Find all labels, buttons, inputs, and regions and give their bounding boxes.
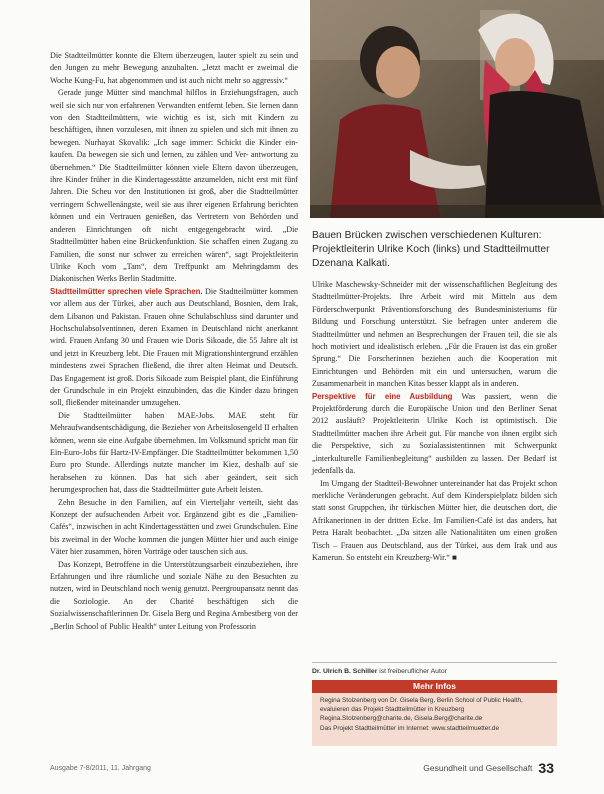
run-in-heading: Perspektive für eine Ausbildung xyxy=(312,391,453,401)
info-line: Regina Stolzenberg von Dr. Gisela Berg, Berlin School of Public Health, xyxy=(320,697,523,704)
author-byline xyxy=(312,662,557,675)
paragraph-text: Was passiert, wenn die Projektförderung durch die Europäische Union und den Berliner Senat 2012 ausläuft? Projektleiterin Ulrike Koch ist optimistisch. Die Stadtteilmütter machen ihre Arbeit gut. Für manche von ihnen ergibt sich die Perspektive, sich zu Sozialassistentinnen mit Schwerpunkt „interkulturelle Familienbegleitung“ ausbilden zu lassen. Der Bedarf ist jedenfalls da. xyxy=(312,391,557,476)
info-line: Regina.Stolzenberg@charite.de, Gisela.Berg@charite.de xyxy=(320,715,483,723)
more-info-box xyxy=(312,680,557,746)
paragraph: Ulrike Maschewsky-Schneider mit der wissenschaftlichen Begleitung des Stadtteilmütter-Projekts. Ihre Arbeit wird mit Mitteln aus dem Förderschwerpunkt Präventionsforschung des Bundesministeriums für Bildung und Forschung unterstützt. Sie befragen unter anderem die Stadtteilmütter und nehmen an Besprechungen der Frauen teil, die sie als hoch motiviert und idealistisch erleben. „Für die Frauen ist das ein großer Sprung.“ Die Forscherinnen beziehen auch die Kooperation mit Einrichtungen und Behörden mit ein und untersuchen, warum die Zusammenarbeit in manchen Kitas besser klappt als in anderen. xyxy=(312,280,557,389)
paragraph: Gerade junge Mütter sind manchmal hilflos in Erziehungsfragen, auch weil sie sich nur von erfahrenen Verwandten entfernt leben. Sie lernen dann von den Stadtteilmüttern, wie wichtig es ist, sich mit Kindern zu beschäftigen, ihnen vorzulesen, mit ihnen zu spielen und sich mit ihnen zu bewegen. Nurhayat Skovalik: „Ich sage immer: Schickt die Kinder ein- kaufen. Da bewegen sie sich und lernen, zu zählen und Ver- antwortung zu übernehmen.“ Die Stadtteilmütter können viele Eltern davon überzeugen, ihre Kinder früher in die Kindertagesstätte anzumelden, nicht erst mit fünf Jahren. Die Scheu vor den Institutionen ist groß, aber die Stadtteilmütter verringern Schwellenängste, weil sie aus ihrer eigenen Erfahrung berichten können und ein Vertrauen genießen, das Vertretern von Behörden und anderen Einrichtungen oft nicht entgegengebracht wird. „Die Stadtteilmütter haben eine Brückenfunktion. Sie schaffen einen Zugang zu Familien, die sonst nur schwer zu erreichen wären“, sagt Projektleiterin Ulrike Koch vom „Tam“, dem Treffpunkt am Mehringdamm des Diakonischen Werks Berlin Stadtmitte. xyxy=(50,88,298,284)
paragraph: Die Stadtteilmütter konnte die Eltern überzeugen, lauter spielt zu sein und den Jungen zu mehr Bewegung anzuhalten. „Jetzt macht er zweimal die Woche Kung-Fu, hat abgenommen und ist auch nicht mehr so aggressiv.“ xyxy=(50,51,298,85)
paragraph: Die Stadtteilmütter haben MAE-Jobs. MAE steht für Mehraufwandsentschädigung, die Bezieher von Arbeitslosengeld II erhalten können, wenn sie eine Aufgabe übernehmen. Im Volksmund spricht man für Ein-Euro-Jobs für Hartz-IV-Empfänger. Die Stadtteilmütter bekommen 1,50 Euro pro Stunde. Allerdings nutzte mancher im Kiez, deshalb auf sie herabsehen zu können. Das hat sich aber geändert, seit sich herumgesprochen hat, dass die Stadtteilmütter gute Arbeit leisten. xyxy=(50,410,298,495)
info-box-body xyxy=(312,693,557,736)
paragraph: Zehn Besuche in den Familien, auf ein Vierteljahr verteilt, sieht das Konzept der aufsuchenden Arbeit vor. Ergänzend gibt es die „Familien-Cafés“, inzwischen in acht Kindertagesstätten und zwei Grundschulen. Eine bis zweimal in der Woche kommen die jungen Mütter hier und auch einige Väter hier zusammen, hören Vorträge oder tauschen sich aus. xyxy=(50,497,298,557)
run-in-heading: Stadtteilmütter sprechen viele Sprachen. xyxy=(50,286,203,296)
photo-illustration xyxy=(310,0,604,218)
page-footer xyxy=(423,760,554,776)
subheading-paragraph xyxy=(312,391,557,478)
article-photo xyxy=(310,0,604,218)
magazine-name: Gesundheit und Gesellschaft xyxy=(423,763,533,773)
issue-info: Ausgabe 7-8/2011, 11. Jahrgang xyxy=(50,765,151,772)
right-article-column xyxy=(312,279,557,564)
info-line: evaluieren das Projekt Stadtteilmütter in Kreuzberg xyxy=(320,706,465,714)
paragraph: Das Konzept, Betroffene in die Unterstützungsarbeit einzubeziehen, ihre Erfahrungen und ihre räumliche und soziale Nähe zu den Besuchten zu nutzen, wird in Deutschland noch wenig genutzt. Peergroupansatz nennt das die Soziologie. An der Charité beschäftigen sich die Sozialwissenschaftlerinnen Dr. Gisela Berg und Regina Arnbestberg von der „Berlin School of Public Health“ unter Leitung von Professorin xyxy=(50,559,298,631)
page-number: 33 xyxy=(538,760,554,776)
author-note: ist freiberuflicher Autor xyxy=(379,668,447,675)
paragraph: Im Umgang der Stadtteil-Bewohner untereinander hat das Projekt schon merkliche Veränderungen gebracht. Auf dem Kinderspielplatz bilden sich statt sonst Gruppchen, ihr türkischen Mütter hier, die deutschen dort, die Afrikanerinnen in der dritten Ecke. Im Familien-Café ist das anders, hat Petra Haralt beobachtet. „Da sitzen alle Nationalitäten um einen großen Tisch – Frauen aus Deutschland, aus der Türkei, aus dem Irak und aus Kamerun. So entsteht ein Kreuzberg-Wir.“ ■ xyxy=(312,478,557,562)
subheading-paragraph xyxy=(50,286,298,410)
photo-caption: Bauen Brücken zwischen verschiedenen Kulturen: Projektleiterin Ulrike Koch (links) und Stadtteilmutter Dzenana Kalkati. xyxy=(312,230,550,269)
info-line: Das Projekt Stadtteilmütter im Internet: www.stadtteilmuetter.de xyxy=(320,724,500,732)
left-article-column xyxy=(50,50,298,633)
info-box-title: Mehr Infos xyxy=(312,680,557,693)
author-name: Dr. Ulrich B. Schiller xyxy=(312,668,378,675)
paragraph-text: Die Stadtteilmütter kommen vor allem aus der Türkei, aber auch aus Deutschland, Bosnien, dem Irak, dem Libanon und Pakistan. Frauen ohne Schulabschluss sind darunter und Hochschulabsolventinnen, deren Examen in Deutschland nicht anerkannt wird. Frauen Anfang 30 und Frauen wie Doris Sikoade, die 55 Jahre alt ist und jetzt in Kreuzberg lebt. Die Frauen mit Migrationshintergrund erzählen mindestens zwei Sprachen fließend, die ihrer alten Heimat und Deutsch. Das Engagement ist groß. Doris Sikoade zum Beispiel plant, die Einführung der Grundschule in ein Projekt einzubinden, das die Kinder dazu bringen soll, fließender miteinander umzugehen. xyxy=(50,286,298,408)
